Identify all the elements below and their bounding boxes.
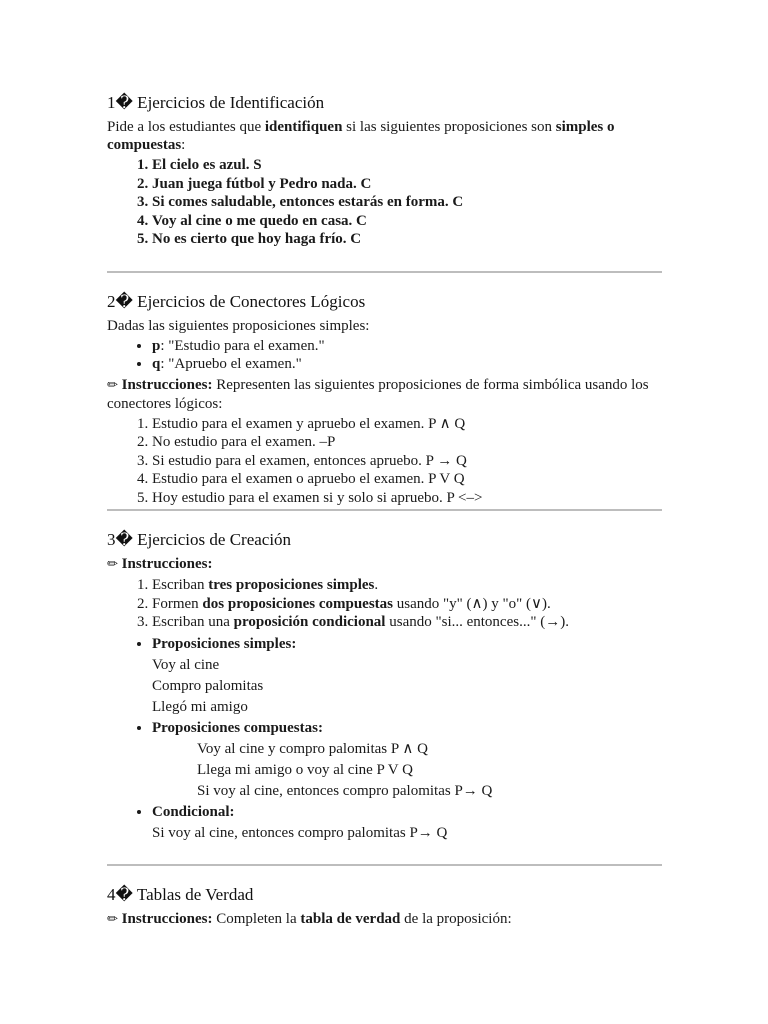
list-item: 3. Si estudio para el examen, entonces apruebo. P → Q [152, 452, 662, 471]
section-1-list [107, 156, 662, 249]
list-item: 4. Voy al cine o me quedo en casa. C [152, 212, 662, 231]
section-2-props [107, 337, 662, 374]
section-3-instructions: ✏ Instrucciones: [107, 556, 213, 572]
example-line: Si voy al cine, entonces compro palomitas P→ Q [152, 824, 448, 841]
list-item: 2. Formen dos proposiciones compuestas usando "y" (∧) y "o" (∨). [152, 595, 662, 614]
compound-label: Proposiciones compuestas: [152, 719, 323, 736]
list-item: 3. Escriban una proposición condicional usando "si... entonces..." (→). [152, 613, 662, 632]
section-4-instructions: ✏ Instrucciones: Completen la tabla de verdad de la proposición: [107, 910, 512, 927]
divider [107, 864, 662, 866]
list-item: 1. Estudio para el examen y apruebo el examen. P ∧ Q [152, 415, 662, 434]
divider [107, 509, 662, 511]
document-page [107, 92, 662, 929]
section-1-intro: Pide a los estudiantes que identifiquen si las siguientes proposiciones son simples o compuestas: [107, 119, 615, 153]
list-item [152, 802, 662, 844]
section-4-title: 4� Tablas de Verdad [107, 884, 254, 904]
list-item: 2. Juan juega fútbol y Pedro nada. C [152, 175, 662, 194]
list-item [152, 718, 662, 802]
section-2-intro: Dadas las siguientes proposiciones simples: [107, 317, 370, 334]
example-line: Si voy al cine, entonces compro palomitas P→ Q [197, 782, 493, 799]
example-line: Llegó mi amigo [152, 698, 248, 715]
conditional-label: Condicional: [152, 803, 235, 820]
section-2-title: 2� Ejercicios de Conectores Lógicos [107, 291, 366, 311]
list-item: • p: "Estudio para el examen." [152, 337, 662, 356]
list-item: 5. Hoy estudio para el examen si y solo si apruebo. P <–> [152, 489, 662, 508]
section-3-steps [107, 576, 662, 632]
section-3-examples [107, 634, 662, 844]
pencil-icon: ✏ [107, 377, 118, 393]
list-item: 2. No estudio para el examen. –P [152, 433, 662, 452]
section-2-instructions: ✏ Instrucciones: Representen las siguientes proposiciones de forma simbólica usando los conectores lógicos: [107, 376, 649, 412]
pencil-icon: ✏ [107, 911, 118, 927]
example-line: Voy al cine [152, 656, 220, 673]
list-item [152, 634, 662, 718]
example-line: Voy al cine y compro palomitas P ∧ Q [197, 740, 428, 757]
example-line: Llega mi amigo o voy al cine P V Q [197, 761, 413, 778]
list-item: • q: "Apruebo el examen." [152, 355, 662, 374]
list-item: 1. El cielo es azul. S [152, 156, 662, 175]
pencil-icon: ✏ [107, 557, 118, 572]
section-1-title: 1� Ejercicios de Identificación [107, 93, 325, 112]
example-line: Compro palomitas [152, 677, 264, 694]
simple-label: Proposiciones simples: [152, 635, 297, 652]
list-item: 1. Escriban tres proposiciones simples. [152, 576, 662, 595]
list-item: 3. Si comes saludable, entonces estarás en forma. C [152, 193, 662, 212]
section-3-title: 3� Ejercicios de Creación [107, 530, 292, 549]
list-item: 5. No es cierto que hoy haga frío. C [152, 230, 662, 249]
divider [107, 271, 662, 273]
list-item: 4. Estudio para el examen o apruebo el examen. P V Q [152, 470, 662, 489]
section-2-list [107, 415, 662, 508]
